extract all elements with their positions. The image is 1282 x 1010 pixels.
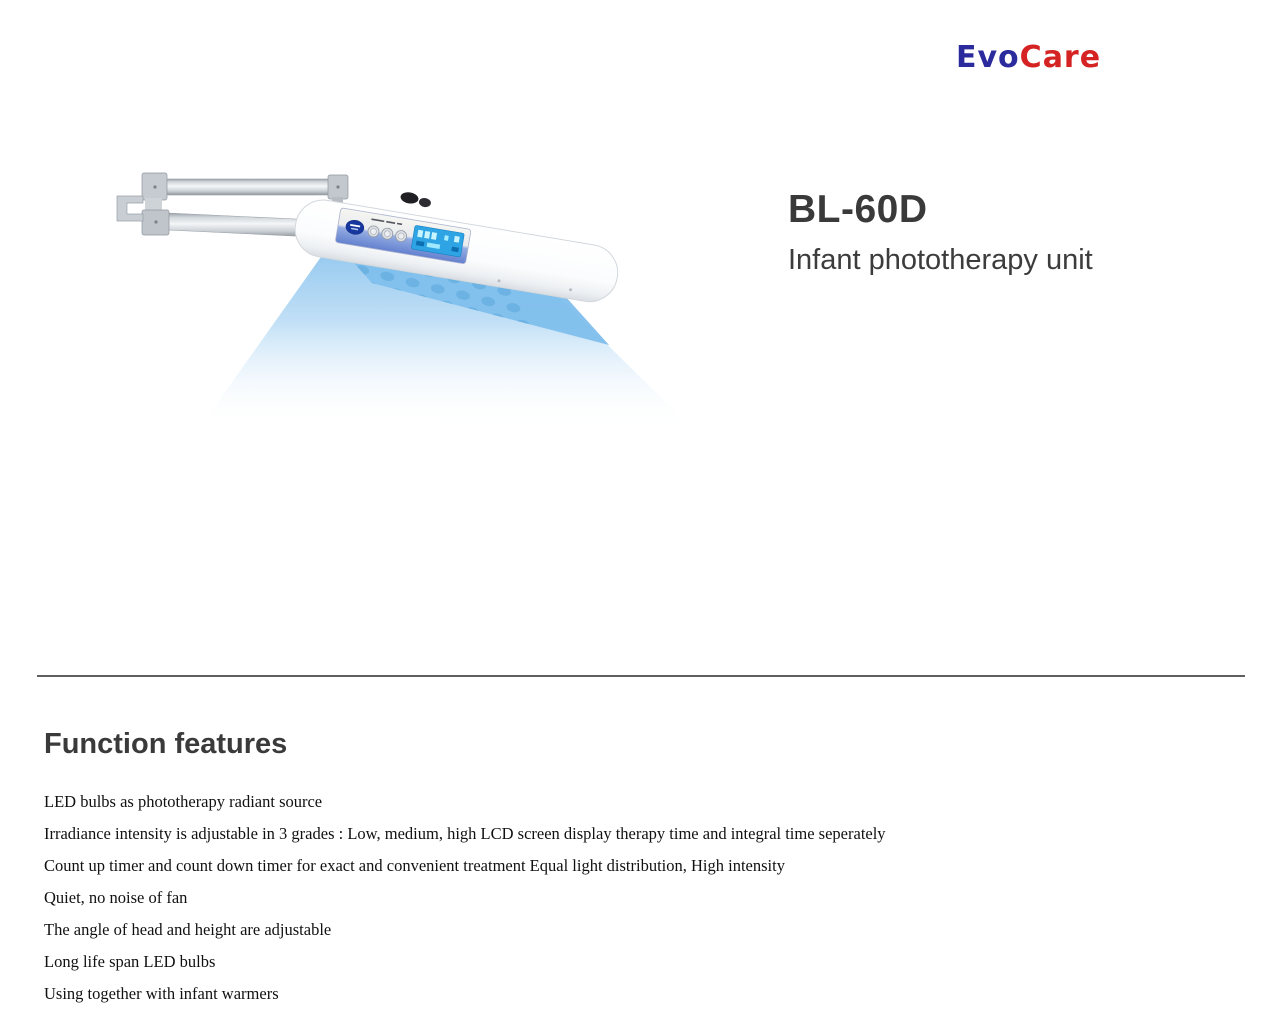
bracket-screw-lower bbox=[154, 220, 157, 223]
section-divider bbox=[37, 675, 1245, 677]
bracket-screw-upper bbox=[153, 185, 156, 188]
title-block bbox=[788, 190, 1093, 277]
carry-handle bbox=[400, 191, 420, 205]
features-section bbox=[44, 728, 1144, 1010]
feature-item: Using together with infant warmers bbox=[44, 984, 279, 1003]
feature-item: The angle of head and height are adjustable bbox=[44, 920, 332, 939]
product-illustration bbox=[60, 150, 720, 440]
joint-screw bbox=[336, 185, 339, 188]
feature-item: Long life span LED bulbs bbox=[44, 952, 216, 971]
logo-text-care: Care bbox=[1019, 40, 1102, 75]
support-arm-lower bbox=[168, 213, 316, 237]
feature-item: Irradiance intensity is adjustable in 3 grades : Low, medium, high LCD screen display therapy time and integral time seperately bbox=[44, 824, 886, 843]
product-model: BL-60D bbox=[788, 188, 928, 231]
feature-item: Quiet, no noise of fan bbox=[44, 888, 188, 907]
feature-item: Count up timer and count down timer for exact and convenient treatment Equal light distribution, High intensity bbox=[44, 856, 785, 875]
wall-clamp bbox=[117, 196, 143, 221]
support-arm-upper bbox=[166, 179, 332, 195]
features-heading: Function features bbox=[44, 728, 288, 760]
carry-handle-knob bbox=[418, 197, 431, 208]
features-list bbox=[44, 786, 1144, 1010]
product-name: Infant phototherapy unit bbox=[788, 244, 1093, 276]
logo-text-evo: Evo bbox=[956, 40, 1020, 75]
feature-item: LED bulbs as phototherapy radiant source bbox=[44, 792, 323, 811]
brand-logo bbox=[956, 40, 1101, 75]
